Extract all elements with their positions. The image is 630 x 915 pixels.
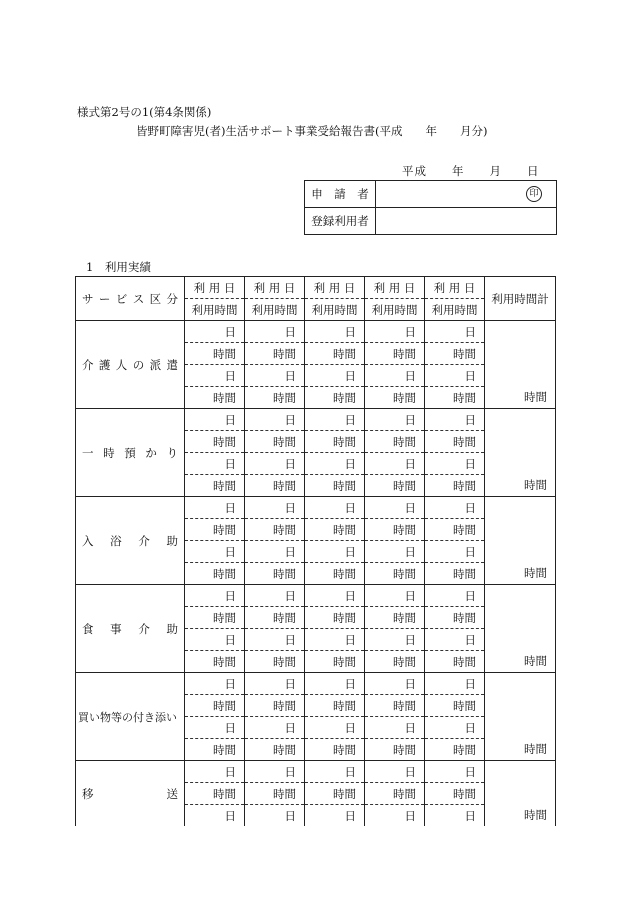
day-cell[interactable]: 日 — [425, 673, 485, 695]
total-cell[interactable]: 時間 — [485, 409, 556, 497]
day-cell[interactable]: 日 — [305, 409, 365, 431]
registered-user-field[interactable] — [376, 208, 557, 235]
day-cell[interactable]: 日 — [365, 673, 425, 695]
page-title: 皆野町障害児(者)生活サポート事業受給報告書(平成 年 月分) — [136, 124, 488, 138]
time-cell[interactable]: 時間 — [185, 695, 245, 717]
time-cell[interactable]: 時間 — [305, 431, 365, 453]
day-cell[interactable]: 日 — [305, 585, 365, 607]
day-cell[interactable]: 日 — [305, 541, 365, 563]
time-cell[interactable]: 時間 — [245, 431, 305, 453]
day-cell[interactable]: 日 — [185, 585, 245, 607]
day-cell[interactable]: 日 — [305, 629, 365, 651]
day-cell[interactable]: 日 — [365, 409, 425, 431]
day-cell[interactable]: 日 — [245, 673, 305, 695]
time-cell[interactable]: 時間 — [425, 783, 485, 805]
time-cell[interactable]: 時間 — [365, 563, 425, 585]
total-header: 利用時間計 — [485, 277, 556, 321]
form-number: 様式第2号の1(第4条関係) — [77, 105, 212, 119]
time-cell[interactable]: 時間 — [185, 563, 245, 585]
day-cell[interactable]: 日 — [425, 717, 485, 739]
time-cell[interactable]: 時間 — [305, 739, 365, 761]
time-cell[interactable]: 時間 — [365, 343, 425, 365]
service-name — [76, 497, 185, 585]
day-header: 利 用 日 — [305, 277, 365, 299]
day-cell[interactable]: 日 — [245, 453, 305, 475]
time-cell[interactable]: 時間 — [365, 783, 425, 805]
time-cell[interactable]: 時間 — [245, 739, 305, 761]
service-label: 買い物等の付き添い — [78, 710, 177, 724]
time-cell[interactable]: 時間 — [305, 519, 365, 541]
day-cell[interactable]: 日 — [365, 629, 425, 651]
day-cell[interactable]: 日 — [185, 629, 245, 651]
time-cell[interactable]: 時間 — [245, 475, 305, 497]
day-header: 利 用 日 — [365, 277, 425, 299]
time-cell[interactable]: 時間 — [185, 431, 245, 453]
time-cell[interactable]: 時間 — [305, 387, 365, 409]
total-cell[interactable]: 時間 — [485, 673, 556, 761]
time-cell[interactable]: 時間 — [245, 783, 305, 805]
day-cell[interactable]: 日 — [245, 321, 305, 343]
table-row — [76, 761, 556, 783]
time-cell[interactable]: 時間 — [185, 651, 245, 673]
applicant-table — [304, 180, 557, 235]
day-cell[interactable]: 日 — [365, 585, 425, 607]
time-cell[interactable]: 時間 — [245, 651, 305, 673]
time-cell[interactable]: 時間 — [365, 695, 425, 717]
day-cell[interactable]: 日 — [365, 541, 425, 563]
day-cell[interactable]: 日 — [305, 805, 365, 827]
day-cell[interactable]: 日 — [245, 497, 305, 519]
day-cell[interactable]: 日 — [185, 453, 245, 475]
day-cell[interactable]: 日 — [305, 673, 365, 695]
time-cell[interactable]: 時間 — [425, 387, 485, 409]
day-cell[interactable]: 日 — [425, 409, 485, 431]
service-label: 移送 — [82, 786, 178, 801]
time-cell[interactable]: 時間 — [425, 563, 485, 585]
day-cell[interactable]: 日 — [365, 321, 425, 343]
day-cell[interactable]: 日 — [245, 761, 305, 783]
usage-table — [75, 276, 556, 826]
day-cell[interactable]: 日 — [305, 717, 365, 739]
time-cell[interactable]: 時間 — [245, 343, 305, 365]
applicant-field[interactable] — [376, 181, 557, 208]
day-header: 利 用 日 — [425, 277, 485, 299]
time-header: 利用時間 — [425, 299, 485, 321]
day-cell[interactable]: 日 — [245, 409, 305, 431]
day-cell[interactable]: 日 — [365, 717, 425, 739]
time-cell[interactable]: 時間 — [365, 739, 425, 761]
table-row — [76, 673, 556, 695]
time-cell[interactable]: 時間 — [365, 475, 425, 497]
day-cell[interactable]: 日 — [185, 321, 245, 343]
header-row — [76, 277, 556, 299]
time-cell[interactable]: 時間 — [425, 519, 485, 541]
day-cell[interactable]: 日 — [365, 761, 425, 783]
time-header: 利用時間 — [185, 299, 245, 321]
time-cell[interactable]: 時間 — [365, 607, 425, 629]
total-cell[interactable]: 時間 — [485, 761, 556, 827]
total-cell[interactable]: 時間 — [485, 585, 556, 673]
date-line: 平成 年 月 日 — [402, 164, 540, 178]
day-cell[interactable]: 日 — [245, 585, 305, 607]
time-cell[interactable]: 時間 — [245, 695, 305, 717]
service-label: 介護人の派遣 — [82, 357, 178, 372]
day-cell[interactable]: 日 — [425, 805, 485, 827]
time-cell[interactable]: 時間 — [185, 475, 245, 497]
time-cell[interactable]: 時間 — [185, 739, 245, 761]
time-header: 利用時間 — [245, 299, 305, 321]
day-cell[interactable]: 日 — [425, 761, 485, 783]
registered-user-label: 登録利用者 — [305, 208, 376, 235]
service-name — [76, 585, 185, 673]
day-cell[interactable]: 日 — [245, 629, 305, 651]
day-cell[interactable]: 日 — [425, 629, 485, 651]
day-header: 利 用 日 — [185, 277, 245, 299]
time-cell[interactable]: 時間 — [305, 343, 365, 365]
day-cell[interactable]: 日 — [365, 453, 425, 475]
day-cell[interactable]: 日 — [305, 761, 365, 783]
day-cell[interactable]: 日 — [185, 673, 245, 695]
service-name — [76, 409, 185, 497]
service-header — [76, 277, 185, 321]
time-cell[interactable]: 時間 — [425, 475, 485, 497]
time-cell[interactable]: 時間 — [425, 343, 485, 365]
day-cell[interactable]: 日 — [425, 585, 485, 607]
table-row — [76, 585, 556, 607]
day-cell[interactable]: 日 — [185, 805, 245, 827]
day-cell[interactable]: 日 — [305, 497, 365, 519]
day-cell[interactable]: 日 — [305, 321, 365, 343]
time-cell[interactable]: 時間 — [185, 343, 245, 365]
day-cell[interactable]: 日 — [185, 365, 245, 387]
day-cell[interactable]: 日 — [365, 805, 425, 827]
day-cell[interactable]: 日 — [185, 497, 245, 519]
time-cell[interactable]: 時間 — [425, 739, 485, 761]
time-cell[interactable]: 時間 — [305, 651, 365, 673]
time-cell[interactable]: 時間 — [425, 695, 485, 717]
service-label: 一時預かり — [82, 445, 178, 460]
time-cell[interactable]: 時間 — [365, 519, 425, 541]
day-cell[interactable]: 日 — [425, 541, 485, 563]
service-name — [76, 673, 185, 761]
time-cell[interactable]: 時間 — [245, 607, 305, 629]
day-cell[interactable]: 日 — [365, 497, 425, 519]
time-header: 利用時間 — [365, 299, 425, 321]
seal-mark: 印 — [526, 186, 542, 202]
time-cell[interactable]: 時間 — [245, 519, 305, 541]
table-row — [76, 321, 556, 343]
time-cell[interactable]: 時間 — [365, 431, 425, 453]
service-label: 入浴介助 — [82, 533, 178, 548]
table-row — [76, 497, 556, 519]
service-name — [76, 321, 185, 409]
service-header-label: サービス区分 — [82, 291, 178, 306]
day-cell[interactable]: 日 — [305, 453, 365, 475]
time-cell[interactable]: 時間 — [365, 387, 425, 409]
time-cell[interactable]: 時間 — [245, 563, 305, 585]
time-cell[interactable]: 時間 — [365, 651, 425, 673]
time-cell[interactable]: 時間 — [305, 695, 365, 717]
day-cell[interactable]: 日 — [245, 365, 305, 387]
time-cell[interactable]: 時間 — [185, 607, 245, 629]
day-cell[interactable]: 日 — [425, 497, 485, 519]
day-cell[interactable]: 日 — [245, 717, 305, 739]
service-label: 食事介助 — [82, 621, 178, 636]
time-cell[interactable]: 時間 — [305, 783, 365, 805]
table-row — [76, 409, 556, 431]
time-header: 利用時間 — [305, 299, 365, 321]
total-cell[interactable]: 時間 — [485, 321, 556, 409]
time-cell[interactable]: 時間 — [305, 563, 365, 585]
time-cell[interactable]: 時間 — [305, 607, 365, 629]
day-cell[interactable]: 日 — [185, 717, 245, 739]
time-cell[interactable]: 時間 — [245, 387, 305, 409]
applicant-label: 申 請 者 — [305, 181, 376, 208]
time-cell[interactable]: 時間 — [185, 387, 245, 409]
time-cell[interactable]: 時間 — [425, 651, 485, 673]
total-cell[interactable]: 時間 — [485, 497, 556, 585]
day-cell[interactable]: 日 — [425, 321, 485, 343]
day-cell[interactable]: 日 — [185, 409, 245, 431]
time-cell[interactable]: 時間 — [185, 783, 245, 805]
time-cell[interactable]: 時間 — [185, 519, 245, 541]
day-cell[interactable]: 日 — [185, 761, 245, 783]
day-cell[interactable]: 日 — [425, 365, 485, 387]
time-cell[interactable]: 時間 — [305, 475, 365, 497]
day-cell[interactable]: 日 — [305, 365, 365, 387]
time-cell[interactable]: 時間 — [425, 607, 485, 629]
time-cell[interactable]: 時間 — [425, 431, 485, 453]
day-cell[interactable]: 日 — [245, 805, 305, 827]
section-title: 1 利用実績 — [86, 260, 151, 274]
day-cell[interactable]: 日 — [425, 453, 485, 475]
day-cell[interactable]: 日 — [365, 365, 425, 387]
day-cell[interactable]: 日 — [245, 541, 305, 563]
day-cell[interactable]: 日 — [185, 541, 245, 563]
service-name — [76, 761, 185, 827]
day-header: 利 用 日 — [245, 277, 305, 299]
